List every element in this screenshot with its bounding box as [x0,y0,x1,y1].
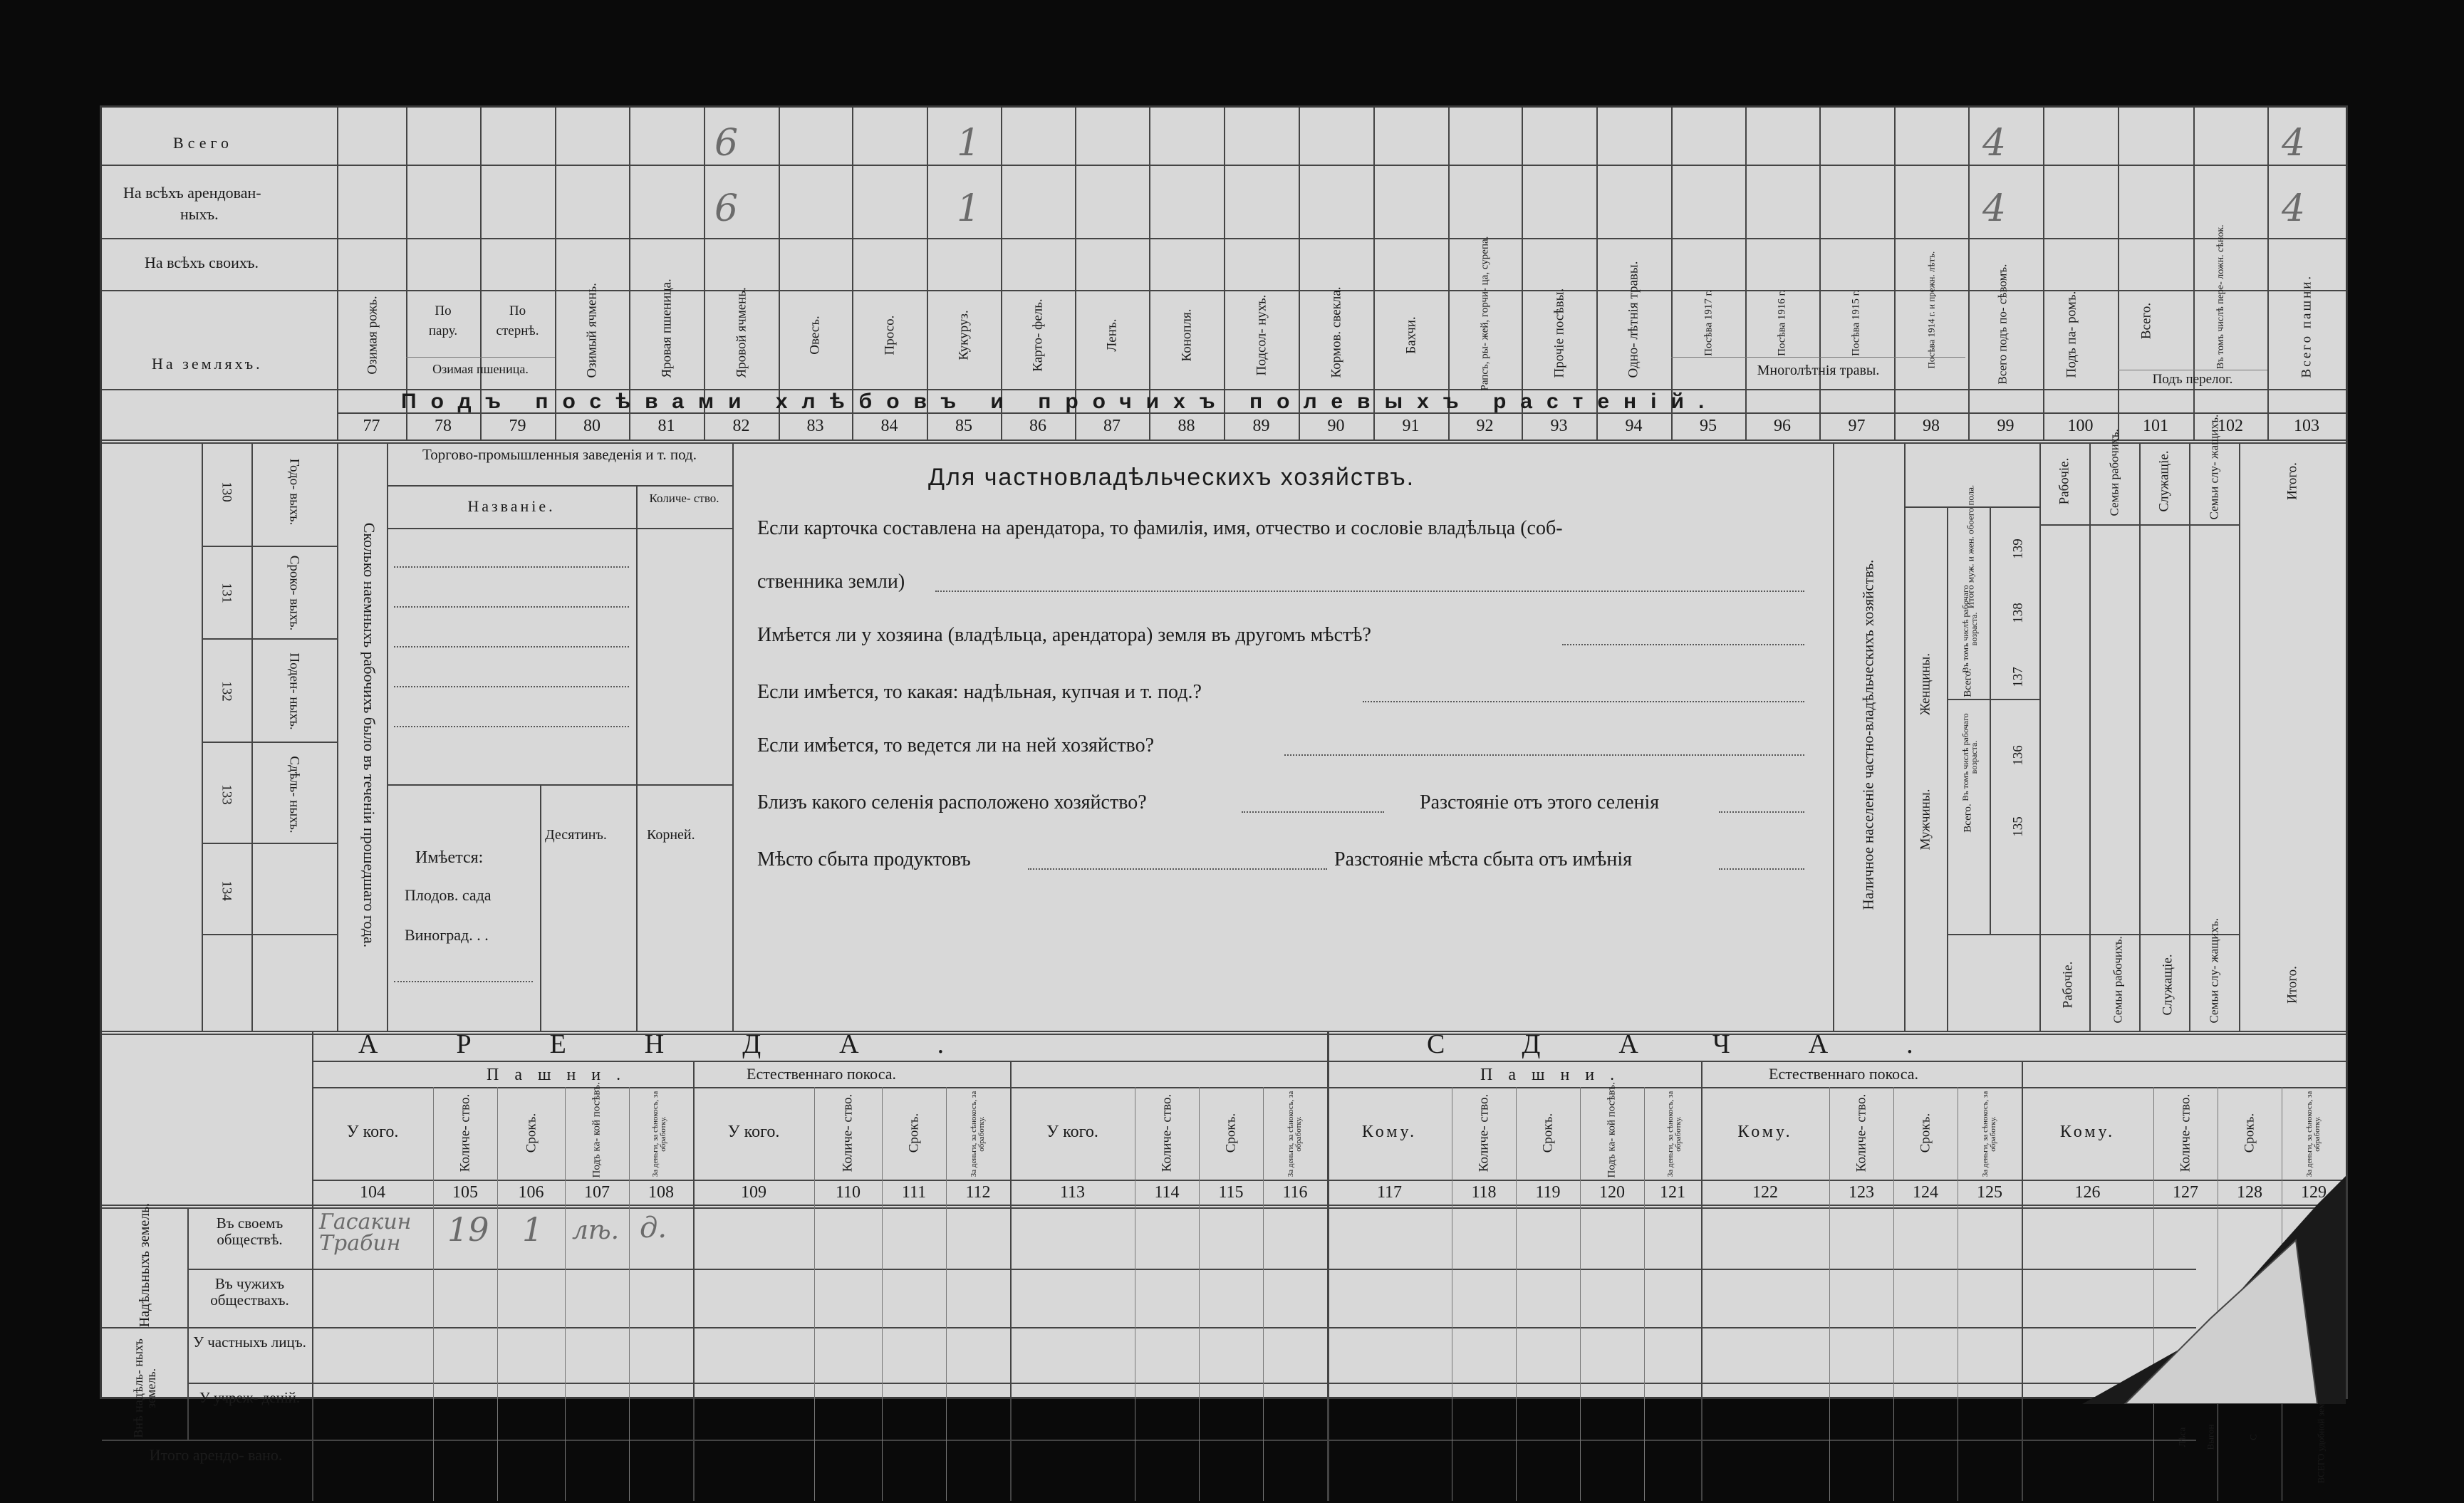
row-chastnykh-lits: У частныхъ лицъ. [193,1333,306,1351]
hdr-konoplya: Конопля. [1179,308,1195,362]
men-label: Мужчины. [1918,789,1933,851]
q1-cont: ственника земли) [757,571,905,593]
hdr-yarovoi-yachmen: Яровой ячмень. [734,287,749,378]
colnum-77: 77 [363,417,380,435]
row-label-own: На всѣхъ своихъ. [145,254,259,271]
colnum-101: 101 [2143,417,2168,435]
colnum-96: 96 [1774,417,1791,435]
hdr-kolichestvo-114: Количе- ство. [1159,1093,1175,1172]
hdr-kukuruza: Кукуруз. [956,310,972,360]
hw-leased-82: 6 [714,187,739,230]
colnum-79: 79 [509,417,526,435]
hdr-za-dengi-121: За деньги, за сѣнокосъ, за обработку. [1666,1091,1683,1177]
colnum-93: 93 [1550,417,1568,435]
hdr-u-kogo-2: У кого. [727,1123,780,1141]
sdacha-title: СДАЧА. [1427,1029,1992,1059]
colnum-99: 99 [1997,417,2015,435]
hdr-kolichestvo-118: Количе- ство. [1476,1093,1492,1172]
hdr-raps: Рапсъ, ры- жей, горчи- ца, сурепа. [1479,236,1491,391]
hw-lease-pay: д. [640,1212,667,1244]
hdr-srok-119: Срокъ. [1540,1113,1556,1153]
row-label-leased-2: ныхъ. [180,205,219,223]
hdr-sdelnykh: Сдѣль- ныхъ. [286,756,302,833]
sdacha-meadow: Естественнаго покоса. [1769,1065,1919,1083]
hw-total-82: 6 [714,122,739,165]
hdr-vsego-pod-posevom: Всего подъ по- сѣвомъ. [1995,264,2010,385]
hdr-pod-parom: Подъ па- ромъ. [2064,291,2079,378]
q6-text: Мѣсто сбыта продуктовъ [757,848,971,870]
colnum-120: 120 [1599,1183,1625,1202]
hdr-podsolnukh: Подсол- нухъ. [1254,294,1269,376]
bottom-sluzhashchie: Служащіе. [2160,954,2176,1016]
colnum-121: 121 [1660,1183,1685,1202]
hdr-za-dengi-125: За деньги, за сѣнокосъ, за обработку. [1981,1091,1997,1177]
hdr-za-dengi-112: За деньги, за сѣнокосъ, за обработку. [970,1091,986,1177]
hdr-prochie-posevy: Прочіе посѣвы. [1551,288,1567,378]
hw-total-99: 4 [1982,122,2007,165]
desyatin-header: Десятинъ. [545,827,607,843]
colnum-109: 109 [741,1183,766,1202]
hdr-kolichestvo-127: Количе- ство. [2178,1093,2193,1172]
colnum-136: 136 [2010,745,2026,766]
colnum-129: 129 [2301,1183,2327,1202]
hdr-za-dengi-116: За деньги, за сѣнокосъ, за обработку. [1286,1091,1303,1177]
hdr-srok-106: Срокъ. [524,1113,539,1153]
colnum-133: 133 [219,784,234,805]
bottom-itogo: Итого. [2284,966,2300,1004]
colnum-85: 85 [955,417,972,435]
hdr-len: Ленъ. [1104,318,1120,352]
colnum-131: 131 [219,583,234,603]
vineyard-label: Виноград. . . [405,926,489,944]
hdr-komu-3: Кому. [2059,1123,2116,1141]
colnum-81: 81 [657,417,675,435]
colnum-128: 128 [2237,1183,2262,1202]
hdr-komu-1: Кому. [1361,1123,1418,1141]
colnum-114: 114 [1154,1183,1180,1202]
row-uchrezhdenii: У учреж- деній. [199,1389,301,1406]
colnum-126: 126 [2074,1183,2101,1202]
colnum-104: 104 [360,1183,385,1202]
hdr-ozimyi-yachmen: Озимый ячмень. [584,283,600,378]
hdr-kolichestvo-105: Количе- ство. [457,1093,473,1172]
hdr-po-paru-2: пару. [428,323,458,338]
total-both-sexes: Итого муж. и жен. обоего пола. [1965,484,1976,609]
torn-corner [2082,1176,2353,1404]
hdr-vsego-pashni: Всего пашни. [2299,274,2314,378]
colnum-106: 106 [518,1183,544,1202]
hdr-oves: Овесъ. [807,316,823,355]
colnum-110: 110 [835,1183,861,1202]
colnum-115: 115 [1218,1183,1244,1202]
men-total: Всего. [1962,803,1974,833]
workers-label: Сколько наемныхъ рабочихъ было въ теченіи прошедшаго года. [360,522,378,948]
q1-text: Если карточка составлена на арендатора, то фамилія, имя, отчество и сословіе владѣльца (соб- [757,517,1563,539]
colnum-113: 113 [1059,1183,1086,1202]
colnum-135: 135 [2010,816,2026,837]
hw-lease-crop: лѣ. [572,1216,620,1245]
bottom-semi-rabochikh: Семьи рабочихъ. [2111,936,2125,1024]
hdr-perelog-senokos: Въ томъ числѣ пере- ложн. сѣнок. [2215,224,2226,369]
colnum-125: 125 [1977,1183,2002,1202]
colnum-82: 82 [732,417,750,435]
hw-leased-99: 4 [1982,187,2007,230]
colnum-97: 97 [1848,417,1866,435]
q6-distance: Разстояніе мѣста сбыта отъ имѣнія [1334,848,1632,870]
hdr-pod-kakoi-107: Подъ ка- кой посѣвъ. [591,1082,603,1178]
colnum-134: 134 [219,880,234,901]
hw-total-85: 1 [957,122,981,165]
band-posevy: Подъ посѣвами хлѣбовъ и прочихъ полевыхъ растеній. [401,390,1719,413]
colnum-89: 89 [1252,417,1270,435]
colnum-83: 83 [806,417,824,435]
q5-text: Близъ какого селенія расположено хозяйство? [757,791,1147,813]
hdr-proso: Просо. [882,315,898,355]
top-rabochie: Рабочіе. [2057,457,2072,505]
hdr-poseva-1917: Посѣва 1917 г. [1703,290,1715,356]
colnum-108: 108 [648,1183,674,1202]
q5-distance: Разстояніе отъ этого селенія [1420,791,1660,813]
hdr-kolichestvo-110: Количе- ство. [840,1093,856,1172]
women-working: Въ томъ числѣ рабочаго возраста. [1960,585,1979,673]
colnum-78: 78 [435,417,452,435]
hdr-odnoletnie-travy: Одно- лѣтнія травы. [1626,261,1641,378]
colnum-119: 119 [1535,1183,1561,1202]
population-label: Наличное населеніе частно-владѣльческихъ хозяйствъ. [1859,559,1877,910]
arenda-meadow: Естественнаго покоса. [747,1065,897,1083]
hw-lease-qty: 19 [447,1210,489,1249]
hdr-ozimaya-pshenitsa: Озимая пшеница. [432,362,529,376]
has-label: Имѣется: [415,848,484,867]
hdr-yarovaya-pshenitsa: Яровая пшеница. [659,279,675,378]
colnum-130: 130 [219,482,234,502]
hw-total-103: 4 [2282,122,2306,165]
hdr-poseva-1915: Посѣва 1915 г. [1850,290,1862,356]
row-label-leased-1: На всѣхъ арендован- [123,184,261,202]
hdr-pod-perelog: Подъ перелог. [2152,372,2233,387]
hw-lease-term: 1 [522,1210,544,1249]
colnum-123: 123 [1849,1183,1874,1202]
colnum-118: 118 [1471,1183,1497,1202]
trade-title: Торгово-промышленныя заведенія и т. под. [422,446,697,463]
top-sluzhashchie: Служащіе. [2156,450,2172,512]
row-group-nadel: Надѣльныхъ земель. [137,1202,152,1328]
hdr-po-sterne-2: стернѣ. [496,323,539,338]
colnum-86: 86 [1029,417,1046,435]
scrap-vygon: Выгон [2205,1424,2216,1450]
census-card [100,105,2348,1484]
trade-name-header: Названіе. [467,497,556,515]
colnum-103: 103 [2294,417,2319,435]
hdr-u-kogo-1: У кого. [346,1123,399,1141]
top-semi-rabochikh: Семьи рабочихъ. [2107,429,2121,516]
arenda-pashni: Пашни. [487,1066,637,1084]
scrap-lesa: Лѣса [2176,1427,2188,1447]
colnum-95: 95 [1700,417,1717,435]
colnum-105: 105 [452,1183,478,1202]
arenda-title: АРЕНДА. [358,1029,1023,1059]
colnum-80: 80 [583,417,601,435]
hdr-bakhchi: Бахчи. [1403,316,1419,354]
hdr-srokovykh: Сроко- выхъ. [286,555,302,631]
hdr-po-sterne-1: По [509,303,526,318]
q3-text: Если имѣется, то какая: надѣльная, купчая и т. под.? [757,681,1202,703]
hdr-pod-kakoi-120: Подъ ка- кой посѣвъ. [1606,1082,1618,1178]
hdr-u-kogo-3: У кого. [1046,1123,1098,1141]
scrap-vsego-udobnoi: ВСЕГО удобной земли. [2315,1390,2327,1484]
garden-label: Плодов. сада [405,886,492,904]
colnum-84: 84 [880,417,898,435]
colnum-132: 132 [219,681,234,702]
hdr-srok-128: Срокъ. [2242,1113,2257,1153]
hdr-kartofel: Карто- фель. [1030,298,1046,372]
q4-text: Если имѣется, то ведется ли на ней хозяйство? [757,734,1154,756]
colnum-94: 94 [1625,417,1643,435]
hdr-godovykh: Годо- выхъ. [286,458,302,526]
colnum-102: 102 [2218,417,2243,435]
colnum-137: 137 [2010,667,2026,687]
hdr-za-dengi-129: За деньги, за сѣнокосъ, за обработку. [2305,1091,2322,1177]
hdr-srok-115: Срокъ. [1223,1113,1239,1153]
colnum-139: 139 [2010,539,2026,559]
men-working: Въ томъ числѣ рабочаго возраста. [1960,713,1979,801]
row-itogo-arendovano: Итого арендо- вано. [149,1446,283,1464]
bottom-rabochie: Рабочіе. [2060,961,2076,1009]
row-group-vne-nadel: Внѣ надѣль- ныхъ земель. [131,1338,158,1438]
hdr-po-paru-1: По [435,303,452,318]
colnum-98: 98 [1923,417,1940,435]
private-title: Для частновладѣльческихъ хозяйствъ. [928,464,1415,491]
colnum-87: 87 [1103,417,1121,435]
colnum-91: 91 [1402,417,1420,435]
row-label-lands: На земляхъ. [152,355,263,373]
colnum-127: 127 [2173,1183,2198,1202]
colnum-122: 122 [1752,1183,1778,1202]
hw-leased-85: 1 [957,187,981,230]
row-chuzhikh-obshchestvakh: Въ чужихъ обществахъ. [210,1275,289,1309]
colnum-111: 111 [901,1183,927,1202]
women-label: Женщины. [1918,652,1933,716]
colnum-112: 112 [965,1183,991,1202]
colnum-116: 116 [1282,1183,1308,1202]
hdr-perelog-vsego: Всего. [2138,302,2154,340]
hdr-poseva-1916: Посѣва 1916 г. [1776,290,1788,356]
colnum-90: 90 [1327,417,1345,435]
hdr-srok-124: Срокъ. [1918,1113,1933,1153]
hdr-kormov-svekla: Кормов. свекла. [1329,286,1344,378]
top-semi-sluzhashchikh: Семьи слу- жащихъ. [2207,414,2221,520]
hdr-kolichestvo-123: Количе- ство. [1854,1093,1869,1172]
hdr-za-dengi-108: За деньги, за сѣнокосъ, за обработку. [651,1091,667,1177]
colnum-124: 124 [1913,1183,1938,1202]
hw-leased-103: 4 [2282,187,2306,230]
sdacha-pashni: Пашни. [1480,1066,1631,1084]
hdr-komu-2: Кому. [1737,1123,1793,1141]
colnum-88: 88 [1178,417,1195,435]
colnum-117: 117 [1376,1183,1403,1202]
q2-text: Имѣется ли у хозяина (владѣльца, арендатора) земля въ другомъ мѣстѣ? [757,624,1371,646]
colnum-92: 92 [1476,417,1494,435]
colnum-100: 100 [2067,417,2094,435]
row-svoem-obshchestve: Въ своемъ обществѣ. [216,1215,284,1249]
hdr-mnogoletnie-travy: Многолѣтнія травы. [1757,363,1880,378]
hdr-podennykh: Поден- ныхъ. [286,652,302,730]
scrap-s: С [2247,1434,2259,1440]
hdr-poseva-1914: Посѣва 1914 г. и прежн. лѣтъ. [1925,251,1937,369]
colnum-107: 107 [584,1183,610,1202]
women-total: Всего. [1962,668,1974,697]
hdr-srok-111: Срокъ. [906,1113,922,1153]
kornei-header: Корней. [647,827,695,843]
hw-lessor-name: Гасакин Трабин [319,1210,412,1256]
top-itogo: Итого. [2284,462,2300,500]
colnum-138: 138 [2010,603,2026,623]
hdr-ozimaya-rozh: Озимая рожь. [365,296,380,375]
row-label-total: Всего [173,134,233,152]
bottom-semi-sluzhashchikh: Семьи слу- жащихъ. [2207,917,2221,1024]
trade-qty-header: Количе- ство. [649,492,719,505]
